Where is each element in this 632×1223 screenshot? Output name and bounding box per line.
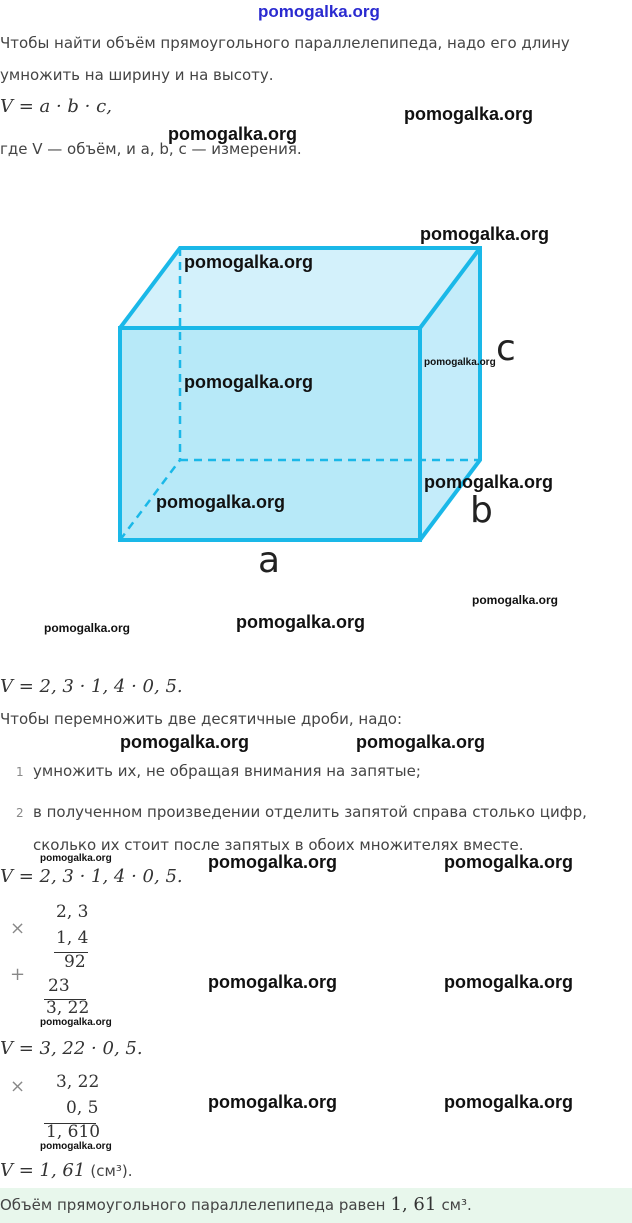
calc1-factor-a: 2, 3 (56, 902, 89, 922)
intro-line-2: умножить на ширину и на высоту. (0, 66, 274, 84)
equation-4 (0, 1160, 132, 1181)
answer-sentence (0, 1194, 472, 1215)
formula-explanation: где V — объём, и a, b, c — измерения. (0, 140, 302, 158)
watermark: pomogalka.org (404, 104, 534, 124)
rule-intro: Чтобы перемножить две десятичные дроби, надо: (0, 710, 403, 728)
calc2-result: 1, 610 (46, 1122, 101, 1142)
list-number-1: 1 (16, 765, 24, 779)
list-item-1: умножить их, не обращая внимания на запятые; (33, 762, 421, 780)
calc2-factor-b: 0, 5 (66, 1098, 99, 1118)
watermark: pomogalka.org (424, 357, 496, 368)
label-b: b (470, 490, 493, 531)
answer-text: Объём прямоугольного параллелепипеда равен (0, 1196, 386, 1214)
watermark: pomogalka.org (120, 732, 250, 752)
equation-4-value: V = 1, 61 (0, 1160, 86, 1181)
list-item-2: в полученном произведении отделить запятой справа столько цифр, (33, 803, 587, 821)
intro-line-1: Чтобы найти объём прямоугольного параллелепипеда, надо его длину (0, 34, 570, 52)
watermark: pomogalka.org (168, 124, 298, 144)
watermark: pomogalka.org (184, 372, 314, 392)
calc1-result: 3, 22 (46, 998, 90, 1018)
equation-2: V = 2, 3 · 1, 4 · 0, 5. (0, 866, 183, 887)
watermark: pomogalka.org (208, 1092, 338, 1112)
answer-value: 1, 61 (390, 1194, 437, 1215)
watermark: pomogalka.org (444, 1092, 574, 1112)
watermark: pomogalka.org (236, 612, 366, 632)
watermark: pomogalka.org (356, 732, 486, 752)
calc1-factor-b: 1, 4 (56, 928, 89, 948)
times-sign-1: × (10, 918, 26, 939)
equation-3: V = 3, 22 · 0, 5. (0, 1038, 143, 1059)
calc1-partial-2: 23 (48, 976, 70, 996)
watermark: pomogalka.org (40, 1141, 112, 1152)
watermark: pomogalka.org (184, 252, 314, 272)
watermark: pomogalka.org (156, 492, 286, 512)
watermark: pomogalka.org (420, 224, 550, 244)
equation-4-unit: (см³). (90, 1162, 133, 1180)
label-a: a (258, 540, 281, 581)
calc1-partial-1: 92 (64, 952, 86, 972)
equation-1: V = 2, 3 · 1, 4 · 0, 5. (0, 676, 183, 697)
volume-formula: V = a · b · c, (0, 96, 112, 117)
watermark: pomogalka.org (40, 1017, 112, 1028)
watermark: pomogalka.org (208, 852, 338, 872)
answer-box (0, 1188, 632, 1223)
watermark: pomogalka.org (208, 972, 338, 992)
list-number-2: 2 (16, 806, 24, 820)
label-c: c (496, 328, 516, 369)
watermark: pomogalka.org (424, 472, 554, 492)
watermark: pomogalka.org (44, 621, 131, 635)
parallelepiped-figure (0, 0, 632, 600)
plus-sign-1: + (10, 964, 26, 985)
watermark: pomogalka.org (40, 853, 112, 864)
watermark: pomogalka.org (444, 972, 574, 992)
watermark: pomogalka.org (444, 852, 574, 872)
watermark: pomogalka.org (472, 593, 559, 607)
watermark-top: pomogalka.org (258, 2, 380, 21)
calc2-factor-a: 3, 22 (56, 1072, 100, 1092)
answer-unit: см³. (441, 1196, 472, 1214)
list-item-2-cont: сколько их стоит после запятых в обоих множителях вместе. (33, 836, 524, 854)
times-sign-2: × (10, 1076, 26, 1097)
